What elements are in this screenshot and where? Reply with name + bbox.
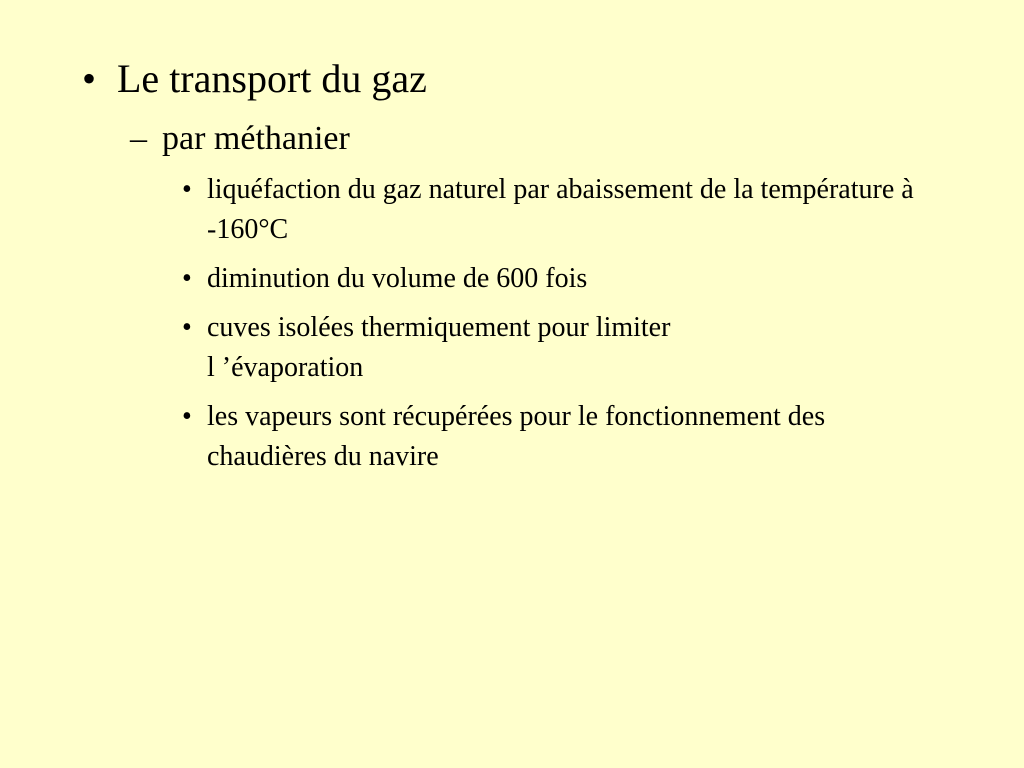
level1-bullet-marker: •	[82, 56, 97, 101]
level3-bullet-text: cuves isolées thermiquement pour limiter l ’évaporation	[207, 312, 671, 383]
level3-bullet-marker: •	[182, 174, 192, 205]
level2-bullet-item	[130, 116, 350, 162]
level1-bullet-item	[82, 52, 427, 106]
level2-bullet-text: par méthanier	[162, 120, 350, 157]
level3-bullet-marker: •	[182, 312, 192, 343]
level3-bullet-text: diminution du volume de 600 fois	[207, 263, 588, 294]
level3-bullet-marker: •	[182, 263, 192, 294]
level3-bullet-list	[182, 170, 922, 486]
level3-bullet-item	[182, 397, 922, 477]
level3-bullet-text: les vapeurs sont récupérées pour le fonctionnement des chaudières du navire	[207, 401, 826, 472]
level3-bullet-item	[182, 308, 922, 388]
level3-bullet-item	[182, 170, 922, 250]
level1-bullet-text: Le transport du gaz	[117, 56, 427, 101]
level3-bullet-text: liquéfaction du gaz naturel par abaissement de la température à -160°C	[207, 174, 914, 245]
level3-bullet-item	[182, 259, 922, 299]
level3-bullet-marker: •	[182, 401, 192, 432]
level2-dash-marker: –	[130, 120, 147, 157]
